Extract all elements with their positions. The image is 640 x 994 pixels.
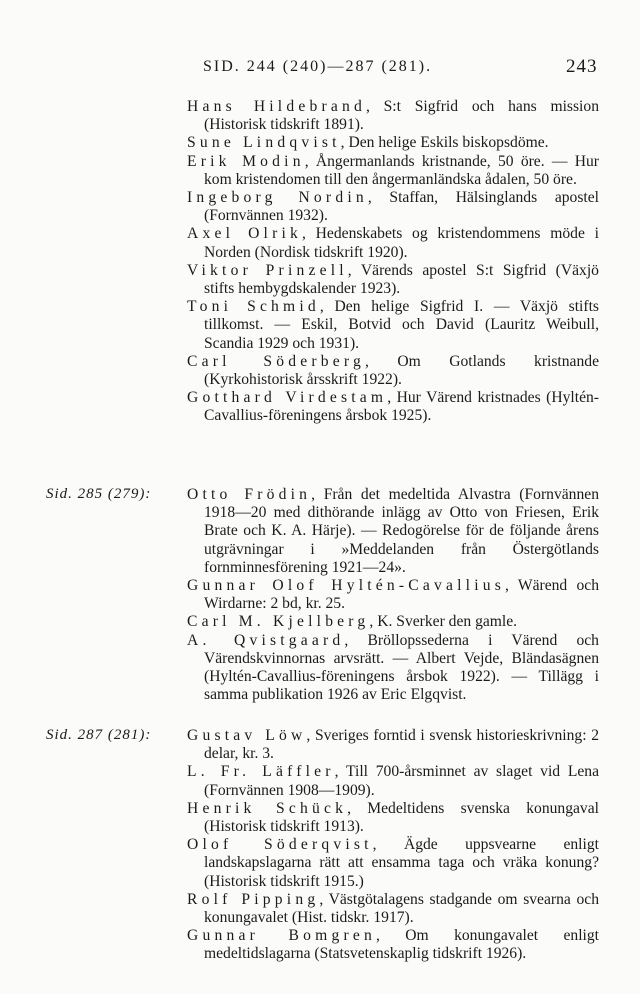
entry-text: , Värends apostel S:t Sigfrid (Växjö stifts hembygdskalender 1923). — [204, 261, 599, 298]
entry-text: , Hur Värend kristnades (Hyltén-Cavallius-föreningens årsbok 1925). — [204, 389, 599, 425]
entry-text: , Hedenskabets og kristendommens möde i Norden (Nordisk tidskrift 1920). — [204, 225, 599, 261]
entry-text: , Ägde uppsvearne enligt landskapslagarna rätt att ensamma taga och vräka konung? (Historisk tidskrift 1915.) — [204, 836, 599, 890]
bibliography-entry — [187, 613, 599, 631]
entry-text: , Västgötalagens stadgande om svearna och konungavalet (Hist. tidskr. 1917). — [204, 890, 599, 927]
bibliography-entry — [187, 632, 599, 705]
entry-author: Axel Olrik — [187, 225, 302, 243]
entry-text: , Ångermanlands kristnande, 50 öre. — Hur kom kristendomen till den ångermanländska ådalen, 50 öre. — [204, 152, 599, 188]
page-header — [0, 56, 640, 84]
entry-text: , Den helige Eskils biskopsdöme. — [340, 134, 549, 152]
bibliography-entry — [187, 189, 599, 225]
entry-author: Viktor Prinzell — [187, 261, 348, 279]
bibliography-entry — [187, 763, 599, 799]
entry-text: , K. Sverker den gamle. — [369, 613, 518, 631]
entry-author: L. Fr. Läffler — [187, 763, 335, 781]
entry-text: , Wärend och Wirdarne: 2 bd, kr. 25. — [204, 577, 599, 613]
bibliography-entry — [187, 262, 599, 298]
entry-author: Gunnar Bomgren — [187, 927, 376, 945]
bibliography-entry — [187, 800, 599, 836]
bibliography-entry — [187, 577, 599, 613]
entry-author: Gunnar Olof Hyltén-Cavallius — [187, 577, 505, 595]
entry-author: Ingeborg Nordin — [187, 189, 368, 207]
entry-author: Carl M. Kjellberg — [187, 613, 370, 631]
entry-author: Otto Frödin — [187, 486, 312, 503]
entry-author: A. Qvistgaard — [187, 631, 345, 649]
entry-author: Hans Hildebrand — [187, 98, 366, 115]
entry-text: , Den helige Sigfrid I. — Växjö stifts tillkomst. — Eskil, Botvid och David (Lauritz Weibull, Scandia 1929 och 1931). — [204, 298, 599, 352]
bibliography-entry — [187, 389, 599, 425]
entry-author: Gustav Löw — [187, 727, 307, 744]
entry-author: Erik Modin — [187, 152, 305, 170]
section-label: Sid. 287 (281): — [46, 727, 152, 743]
bibliography-entry — [187, 298, 599, 353]
bibliography-entry — [187, 727, 599, 763]
bibliography-entry — [187, 353, 599, 389]
entry-author: Carl Söderberg — [187, 352, 365, 370]
entry-text: , Till 700-årsminnet av slaget vid Lena (Fornvännen 1908—1909). — [204, 763, 600, 799]
entry-text: , Medeltidens svenska konungaval (Historisk tidskrift 1913). — [204, 799, 599, 836]
bibliography-entry — [187, 486, 599, 577]
entry-author: Gotthard Virdestam — [187, 389, 388, 407]
entry-text: , Bröllopssederna i Värend och Värendskvinnornas arvsrätt. — Albert Vejde, Bländasägnen (Hyltén-Cavallius-föreningens årsbok 1922). — Tillägg i samma publikation 1926 av Eric Elgqvist. — [204, 631, 599, 704]
entry-author: Sune Lindqvist — [187, 134, 341, 152]
bibliography-entry — [187, 891, 599, 927]
section-label: Sid. 285 (279): — [46, 486, 152, 502]
page-number: 243 — [566, 56, 598, 77]
entry-text: , Om Gotlands kristnande (Kyrkohistorisk årsskrift 1922). — [204, 352, 599, 389]
entry-text: , Från det medeltida Alvastra (Fornvännen 1918—20 med dithörande inlägg av Otto von Friesen, Erik Brate och K. A. Härje). — Redogörelse för de följande årens utgrävningar i »Meddelanden från Östergötlands fornminnesförening 1921—24». — [204, 486, 599, 576]
bibliography-entry — [187, 98, 599, 134]
bibliography-entry — [187, 927, 599, 963]
running-head: SID. 244 (240)—287 (281). — [203, 58, 433, 75]
entry-text: , Om konungavalet enligt medeltidslagarna (Statsvetenskaplig tidskrift 1926). — [204, 927, 599, 963]
entry-text: , Staffan, Hälsinglands apostel (Fornvännen 1932). — [204, 189, 599, 225]
bibliography-entry — [187, 153, 599, 189]
entry-author: Henrik Schück — [187, 799, 348, 817]
bibliography-entry — [187, 225, 599, 261]
entry-author: Rolf Pipping — [187, 890, 320, 908]
bibliography-entry — [187, 836, 599, 891]
entry-text: , Sveriges forntid i svensk historieskrivning: 2 delar, kr. 3. — [204, 727, 599, 763]
entry-text: , S:t Sigfrid och hans mission (Historisk tidskrift 1891). — [204, 98, 599, 134]
entry-author: Olof Söderqvist — [187, 836, 373, 854]
entry-author: Toni Schmid — [187, 298, 320, 316]
bibliography-entry — [187, 134, 599, 152]
